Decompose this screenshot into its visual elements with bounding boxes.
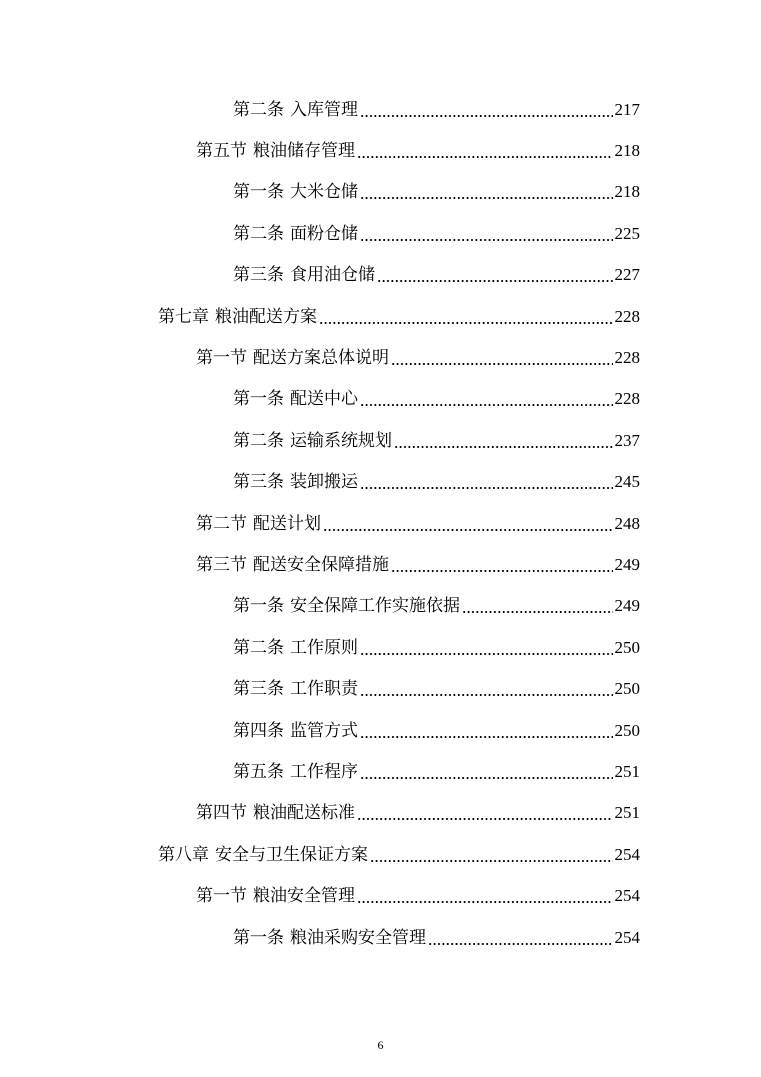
toc-entry-page: 237 xyxy=(614,430,640,450)
toc-entry-label xyxy=(233,431,392,451)
toc-entry[interactable] xyxy=(0,255,761,296)
dot-leader xyxy=(394,431,613,451)
toc-entry-number: 第三条 xyxy=(233,679,284,700)
toc-entry[interactable] xyxy=(0,379,761,420)
toc-entry-number: 第八章 xyxy=(158,844,209,865)
toc-entry-title: 安全与卫生保证方案 xyxy=(215,844,368,865)
toc-entry[interactable] xyxy=(0,172,761,213)
toc-entry-number: 第二节 xyxy=(196,513,247,534)
toc-entry-number: 第二条 xyxy=(233,637,284,658)
dot-leader xyxy=(357,141,613,161)
toc-entry-number: 第二条 xyxy=(233,99,284,120)
toc-entry-title: 入库管理 xyxy=(290,99,358,120)
toc-entry-title: 食用油仓储 xyxy=(290,265,375,286)
toc-entry-page: 225 xyxy=(614,223,640,243)
dot-leader xyxy=(360,182,613,202)
dot-leader xyxy=(370,845,613,865)
toc-entry-page: 245 xyxy=(614,472,640,492)
dot-leader xyxy=(391,555,613,575)
toc-entry-page: 251 xyxy=(614,761,640,781)
toc-entry-number: 第三条 xyxy=(233,265,284,286)
dot-leader xyxy=(360,762,613,782)
toc-entry-number: 第五条 xyxy=(233,761,284,782)
toc-entry-label xyxy=(233,265,375,285)
toc-entry[interactable] xyxy=(0,130,761,171)
toc-entry-title: 装卸搬运 xyxy=(290,472,358,493)
toc-entry-page: 228 xyxy=(614,348,640,368)
dot-leader xyxy=(428,928,613,948)
toc-entry-page: 250 xyxy=(614,720,640,740)
dot-leader xyxy=(357,803,613,823)
toc-entry-label xyxy=(233,638,358,658)
toc-entry-label xyxy=(233,928,426,948)
toc-entry-page: 218 xyxy=(614,141,640,161)
dot-leader xyxy=(462,596,613,616)
toc-entry[interactable] xyxy=(0,710,761,751)
toc-entry-page: 254 xyxy=(614,927,640,947)
toc-entry-label xyxy=(233,762,358,782)
dot-leader xyxy=(360,224,613,244)
toc-entry-title: 运输系统规划 xyxy=(290,430,392,451)
toc-entry-title: 粮油配送标准 xyxy=(253,803,355,824)
toc-entry-title: 监管方式 xyxy=(290,720,358,741)
toc-entry[interactable] xyxy=(0,503,761,544)
dot-leader xyxy=(319,307,613,327)
toc-entry-page: 228 xyxy=(614,306,640,326)
toc-entry-title: 安全保障工作实施依据 xyxy=(290,596,460,617)
toc-entry[interactable] xyxy=(0,834,761,875)
toc-entry-label xyxy=(233,679,358,699)
toc-entry[interactable] xyxy=(0,420,761,461)
dot-leader xyxy=(360,472,613,492)
toc-entry-label xyxy=(158,307,317,327)
toc-entry-title: 工作程序 xyxy=(290,761,358,782)
toc-entry-title: 配送中心 xyxy=(290,389,358,410)
toc-entry-number: 第二条 xyxy=(233,430,284,451)
toc-entry-title: 大米仓储 xyxy=(290,182,358,203)
page-number: 6 xyxy=(377,1038,384,1052)
toc-entry[interactable] xyxy=(0,751,761,792)
toc-entry-page: 254 xyxy=(614,844,640,864)
table-of-contents xyxy=(0,89,761,958)
toc-entry-number: 第三条 xyxy=(233,472,284,493)
toc-entry-label xyxy=(233,389,358,409)
toc-entry-label xyxy=(196,803,355,823)
dot-leader xyxy=(360,100,613,120)
toc-entry[interactable] xyxy=(0,917,761,958)
toc-entry[interactable] xyxy=(0,627,761,668)
toc-entry-page: 228 xyxy=(614,389,640,409)
toc-entry-title: 粮油采购安全管理 xyxy=(290,927,426,948)
toc-entry-label xyxy=(196,348,389,368)
toc-entry-label xyxy=(196,886,355,906)
toc-entry-title: 配送安全保障措施 xyxy=(253,554,389,575)
toc-entry-label xyxy=(233,472,358,492)
toc-entry-label xyxy=(233,224,358,244)
toc-entry[interactable] xyxy=(0,89,761,130)
dot-leader xyxy=(391,348,613,368)
toc-entry[interactable] xyxy=(0,213,761,254)
toc-entry[interactable] xyxy=(0,337,761,378)
toc-entry[interactable] xyxy=(0,875,761,916)
toc-entry-label xyxy=(233,182,358,202)
toc-entry-title: 工作职责 xyxy=(290,679,358,700)
toc-entry-page: 248 xyxy=(614,513,640,533)
dot-leader xyxy=(360,721,613,741)
toc-entry-title: 粮油安全管理 xyxy=(253,886,355,907)
toc-entry-page: 251 xyxy=(614,803,640,823)
dot-leader xyxy=(360,638,613,658)
toc-entry-label xyxy=(233,100,358,120)
toc-entry-title: 配送计划 xyxy=(253,513,321,534)
toc-entry-page: 249 xyxy=(614,554,640,574)
toc-entry[interactable] xyxy=(0,668,761,709)
toc-entry-title: 工作原则 xyxy=(290,637,358,658)
toc-entry-label xyxy=(233,721,358,741)
toc-entry-number: 第五节 xyxy=(196,141,247,162)
toc-entry-label xyxy=(158,845,368,865)
toc-entry[interactable] xyxy=(0,793,761,834)
toc-entry-label xyxy=(196,514,321,534)
toc-entry-page: 250 xyxy=(614,679,640,699)
dot-leader xyxy=(377,265,613,285)
toc-entry[interactable] xyxy=(0,296,761,337)
toc-entry-title: 配送方案总体说明 xyxy=(253,348,389,369)
toc-entry[interactable] xyxy=(0,544,761,585)
toc-entry-number: 第一条 xyxy=(233,927,284,948)
dot-leader xyxy=(323,514,613,534)
dot-leader xyxy=(360,679,613,699)
toc-entry-number: 第七章 xyxy=(158,306,209,327)
toc-entry[interactable] xyxy=(0,462,761,503)
page-footer xyxy=(0,1038,761,1053)
toc-entry-title: 粮油配送方案 xyxy=(215,306,317,327)
toc-entry-page: 254 xyxy=(614,886,640,906)
toc-entry-number: 第一条 xyxy=(233,389,284,410)
toc-entry-number: 第一节 xyxy=(196,348,247,369)
toc-entry-page: 250 xyxy=(614,637,640,657)
dot-leader xyxy=(357,886,613,906)
toc-entry-page: 227 xyxy=(614,265,640,285)
toc-entry-label xyxy=(233,596,460,616)
toc-entry-title: 粮油储存管理 xyxy=(253,141,355,162)
toc-entry-page: 249 xyxy=(614,596,640,616)
toc-entry-title: 面粉仓储 xyxy=(290,223,358,244)
toc-entry-number: 第一节 xyxy=(196,886,247,907)
toc-entry-label xyxy=(196,555,389,575)
toc-entry-label xyxy=(196,141,355,161)
toc-entry-number: 第三节 xyxy=(196,554,247,575)
toc-entry-page: 217 xyxy=(614,99,640,119)
toc-entry-number: 第二条 xyxy=(233,223,284,244)
toc-entry-page: 218 xyxy=(614,182,640,202)
toc-entry[interactable] xyxy=(0,586,761,627)
toc-entry-number: 第四条 xyxy=(233,720,284,741)
toc-entry-number: 第一条 xyxy=(233,182,284,203)
dot-leader xyxy=(360,389,613,409)
toc-entry-number: 第四节 xyxy=(196,803,247,824)
toc-entry-number: 第一条 xyxy=(233,596,284,617)
